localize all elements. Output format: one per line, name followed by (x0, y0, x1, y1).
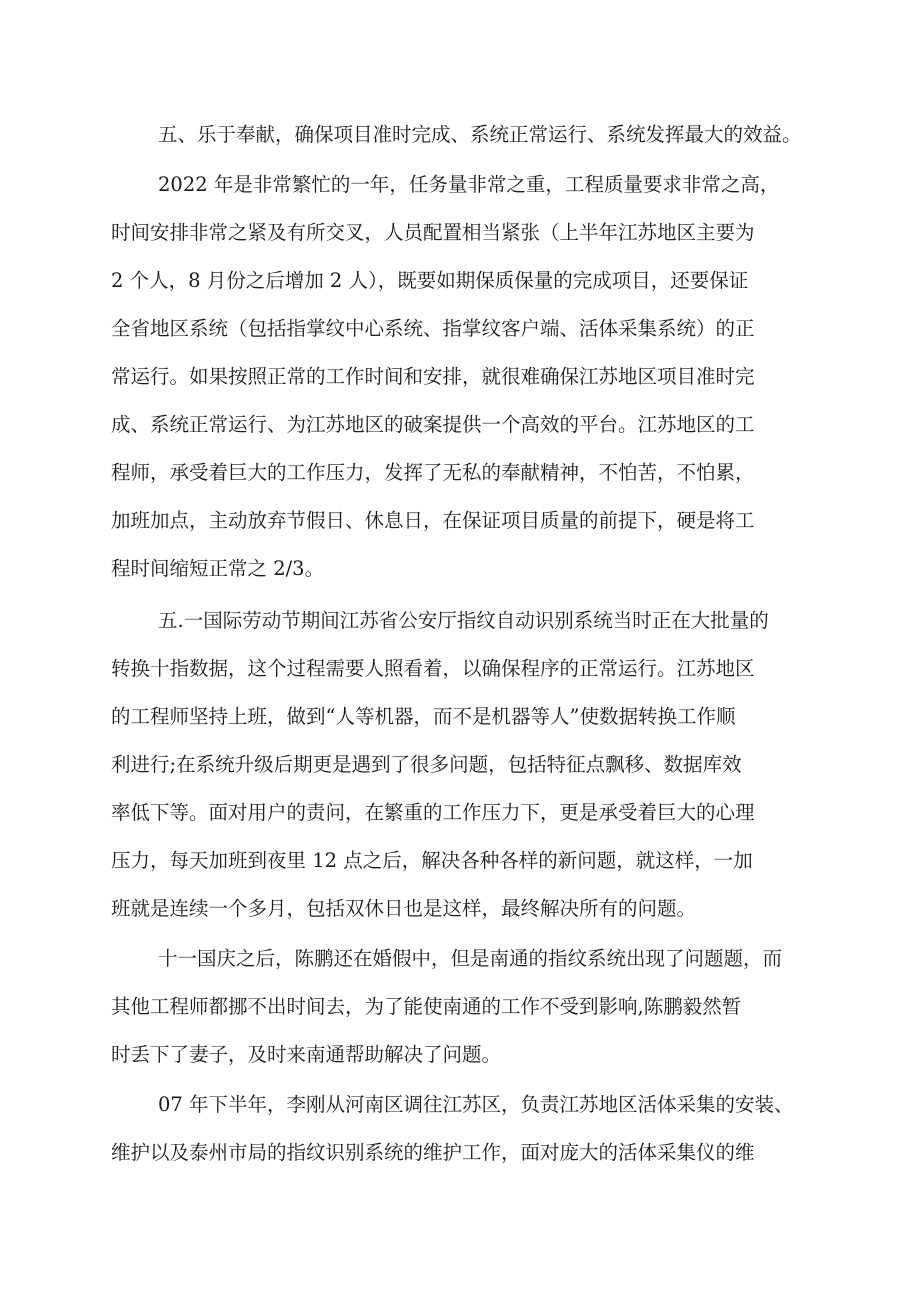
paragraph-2-line-1: 2022 年是非常繁忙的一年，任务量非常之重，工程质量要求非常之高， (158, 173, 780, 196)
paragraph-2-line-2: 时间安排非常之紧及有所交叉，人员配置相当紧张（上半年江苏地区主要为 (111, 221, 755, 244)
paragraph-4-line-3: 时丢下了妻子，及时来南通帮助解决了问题。 (111, 1043, 502, 1066)
paragraph-3-line-5: 率低下等。面对用户的责问，在繁重的工作压力下，更是承受着巨大的心理 (111, 801, 755, 824)
paragraph-3-line-3: 的工程师坚持上班，做到“人等机器，而不是机器等人”使数据转换工作顺 (111, 705, 736, 728)
paragraph-2-line-5: 常运行。如果按照正常的工作时间和安排，就很难确保江苏地区项目准时完 (111, 365, 755, 388)
paragraph-2-line-6: 成、系统正常运行、为江苏地区的破案提供一个高效的平台。江苏地区的工 (111, 413, 755, 436)
paragraph-3-line-1: 五.一国际劳动节期间江苏省公安厅指纹自动识别系统当时正在大批量的 (158, 609, 769, 632)
paragraph-3-line-7: 班就是连续一个多月，包括双休日也是这样，最终解决所有的问题。 (111, 897, 697, 920)
paragraph-4-line-2: 其他工程师都挪不出时间去，为了能使南通的工作不受到影响,陈鹏毅然暂 (111, 995, 742, 1018)
paragraph-2-line-4: 全省地区系统（包括指掌纹中心系统、指掌纹客户端、活体采集系统）的正 (111, 317, 755, 340)
paragraph-3-line-4: 利进行;在系统升级后期更是遇到了很多问题，包括特征点飘移、数据库效 (111, 753, 742, 776)
paragraph-2-line-7: 程师，承受着巨大的工作压力，发挥了无私的奉献精神，不怕苦，不怕累， (111, 461, 755, 484)
paragraph-4-line-1: 十一国庆之后，陈鹏还在婚假中，但是南通的指纹系统出现了问题题，而 (158, 947, 783, 970)
paragraph-2-line-9: 程时间缩短正常之 2/3。 (111, 557, 325, 580)
paragraph-2-line-3: 2 个人，8 月份之后增加 2 人），既要如期保质保量的完成项目，还要保证 (111, 269, 749, 292)
paragraph-2-line-8: 加班加点，主动放弃节假日、休息日，在保证项目质量的前提下，硬是将工 (111, 509, 755, 532)
paragraph-5-line-1: 07 年下半年，李刚从河南区调往江苏区，负责江苏地区活体采集的安装、 (158, 1093, 794, 1116)
paragraph-1-line-1: 五、乐于奉献，确保项目准时完成、系统正常运行、系统发挥最大的效益。 (158, 123, 802, 146)
paragraph-3-line-6: 压力，每天加班到夜里 12 点之后，解决各种各样的新问题，就这样，一加 (111, 849, 753, 872)
paragraph-5-line-2: 维护以及泰州市局的指纹识别系统的维护工作，面对庞大的活体采集仪的维 (111, 1141, 755, 1164)
paragraph-3-line-2: 转换十指数据，这个过程需要人照看着，以确保程序的正常运行。江苏地区 (111, 657, 755, 680)
